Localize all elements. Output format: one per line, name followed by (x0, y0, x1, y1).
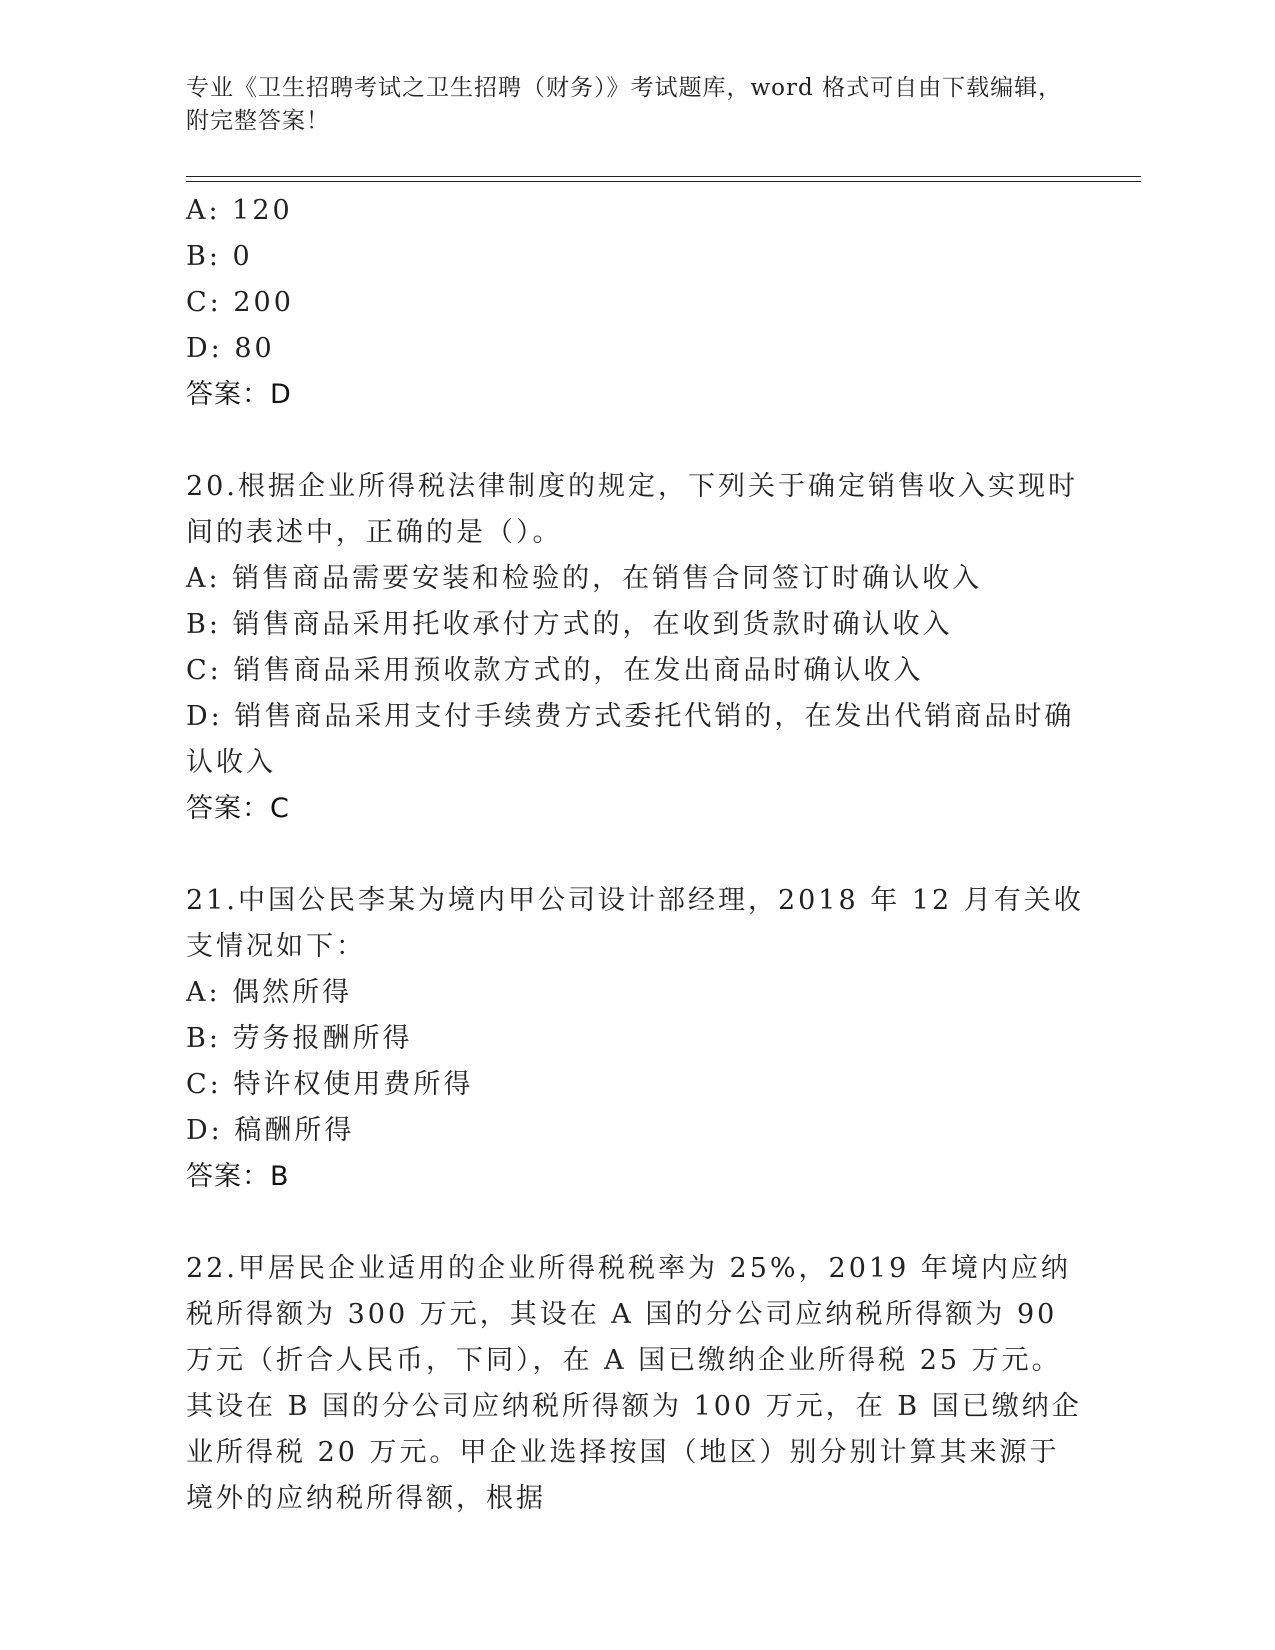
option-c: C: 特许权使用费所得 (186, 1069, 474, 1100)
page-header: 专业《卫生招聘考试之卫生招聘（财务）》考试题库，word 格式可自由下载编辑，附完整答案！ (186, 75, 1063, 134)
option-b: B: 销售商品采用托收承付方式的，在收到货款时确认收入 (186, 609, 953, 640)
spacer (186, 418, 1086, 464)
option-c: C: 销售商品采用预收款方式的，在发出商品时确认收入 (186, 655, 924, 686)
answer: 答案：B (186, 1161, 290, 1192)
spacer (186, 832, 1086, 878)
answer: 答案：D (186, 379, 292, 410)
option-d: D: 稿酬所得 (186, 1115, 355, 1146)
option-a: A: 销售商品需要安装和检验的，在销售合同签订时确认收入 (186, 563, 983, 594)
question-21 (186, 878, 1086, 1200)
header-divider (186, 176, 1141, 177)
option-c: C: 200 (186, 287, 294, 318)
answer: 答案：C (186, 793, 290, 824)
option-b: B: 劳务报酬所得 (186, 1023, 413, 1054)
option-d: D: 80 (186, 333, 275, 364)
question-text: 21.中国公民李某为境内甲公司设计部经理，2018 年 12 月有关收支情况如下： (186, 885, 1084, 962)
option-b: B: 0 (186, 241, 253, 272)
question-19 (186, 188, 1086, 418)
spacer (186, 1200, 1086, 1246)
option-a: A: 偶然所得 (186, 977, 353, 1008)
question-20 (186, 464, 1086, 832)
header-divider (186, 181, 1141, 182)
question-text: 20.根据企业所得税法律制度的规定，下列关于确定销售收入实现时间的表述中，正确的是（）。 (186, 471, 1078, 548)
option-d: D: 销售商品采用支付手续费方式委托代销的，在发出代销商品时确认收入 (186, 701, 1075, 778)
question-text: 22.甲居民企业适用的企业所得税税率为 25%，2019 年境内应纳税所得额为 300 万元，其设在 A 国的分公司应纳税所得额为 90 万元（折合人民币，下同），在 A 国已缴纳企业所得税 25 万元。其设在 B 国的分公司应纳税所得额为 100 万元，在 B 国已缴纳企业所得税 20 万元。甲企业选择按国（地区）别分别计算其来源于境外的应纳税所得额，根据 (186, 1253, 1082, 1514)
option-a: A: 120 (186, 195, 293, 226)
question-list (186, 188, 1086, 1522)
question-22 (186, 1246, 1086, 1522)
